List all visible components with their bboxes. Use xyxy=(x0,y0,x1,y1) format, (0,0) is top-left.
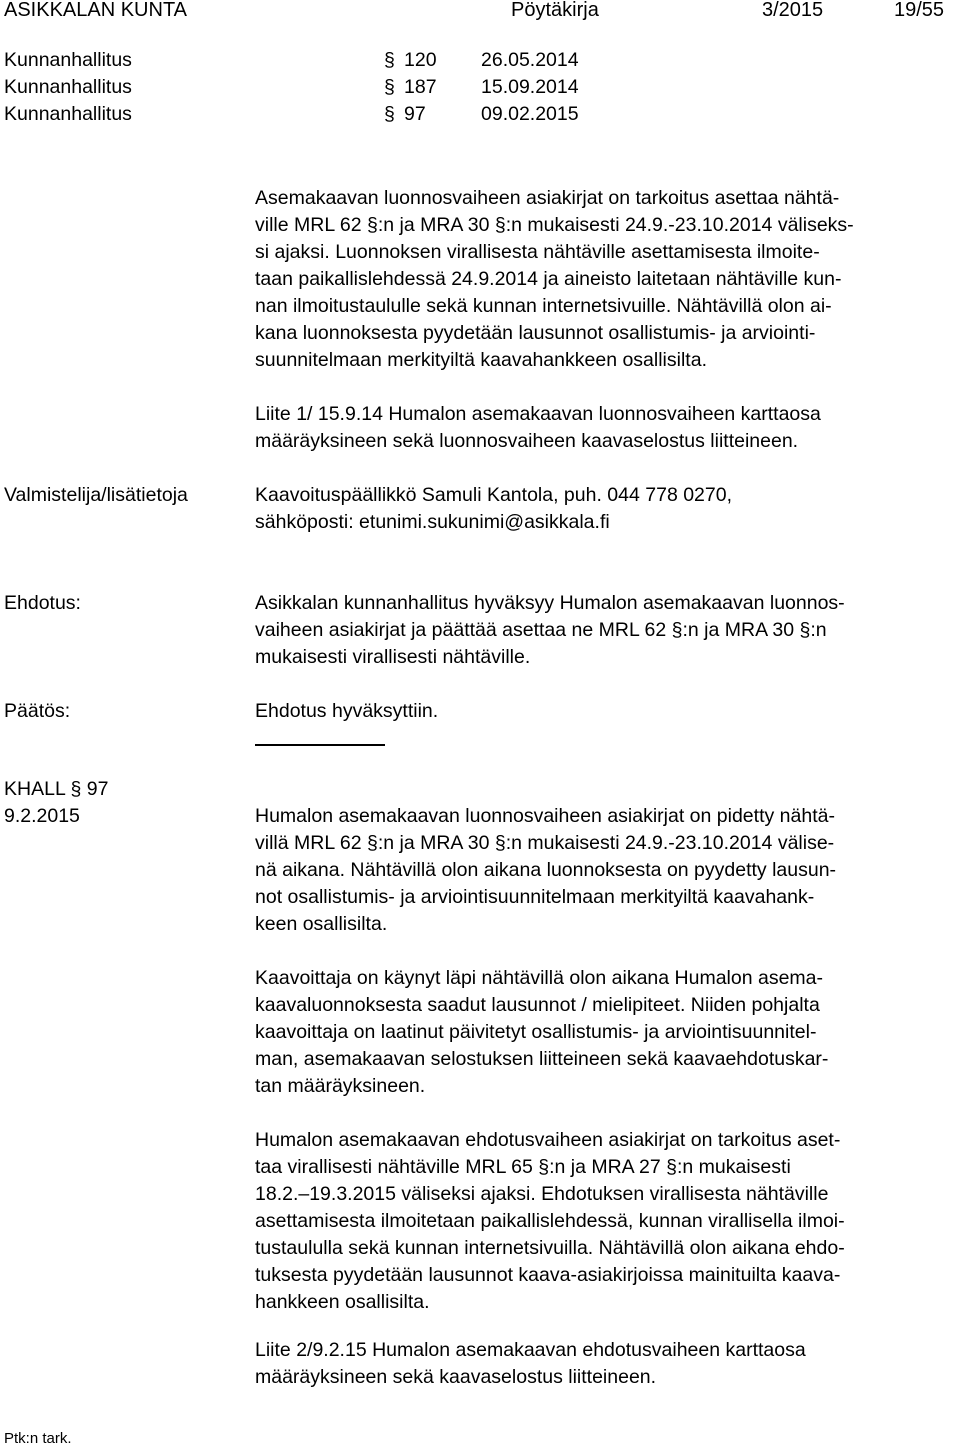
paragraph-line: Humalon asemakaavan luonnosvaiheen asiakirjat on pidetty nähtä- xyxy=(255,805,835,827)
paragraph-line: ville MRL 62 §:n ja MRA 30 §:n mukaisesti 24.9.-23.10.2014 väliseks- xyxy=(255,214,854,236)
history-body: Kunnanhallitus xyxy=(4,49,132,71)
history-date: 15.09.2014 xyxy=(481,76,579,98)
paragraph-line: suunnitelmaan merkityiltä kaavahankkeen osallisilta. xyxy=(255,349,707,371)
history-number: 120 xyxy=(404,49,437,71)
khall-date: 9.2.2015 xyxy=(4,805,80,827)
paragraph-line: villä MRL 62 §:n ja MRA 30 §:n mukaisesti 24.9.-23.10.2014 välise- xyxy=(255,832,835,854)
header-doc-no: 3/2015 xyxy=(762,0,824,21)
section-sign: § xyxy=(384,103,395,125)
khall-ref: KHALL § 97 xyxy=(4,778,109,800)
section-sign: § xyxy=(384,49,395,71)
paragraph-line: tuksesta pyydetään lausunnot kaava-asiakirjoissa mainituilta kaava- xyxy=(255,1264,841,1286)
preparer-label: Valmistelija/lisätietoja xyxy=(4,484,188,506)
header-org: ASIKKALAN KUNTA xyxy=(4,0,188,21)
history-body: Kunnanhallitus xyxy=(4,76,132,98)
header-doc-type: Pöytäkirja xyxy=(511,0,599,21)
header-page: 19/55 xyxy=(894,0,945,21)
section-sign: § xyxy=(384,76,395,98)
paragraph-line: nan ilmoitustaululle sekä kunnan internetsivuille. Nähtävillä olon ai- xyxy=(255,295,832,317)
paragraph-line: 18.2.–19.3.2015 väliseksi ajaksi. Ehdotuksen virallisesta nähtäville xyxy=(255,1183,829,1205)
paragraph-line: Humalon asemakaavan ehdotusvaiheen asiakirjat on tarkoitus aset- xyxy=(255,1129,841,1151)
preparer-line: sähköposti: etunimi.sukunimi@asikkala.fi xyxy=(255,511,610,533)
decision-label: Päätös: xyxy=(4,700,71,722)
separator-rule xyxy=(255,744,385,746)
paragraph-line: asettamisesta ilmoitetaan paikallislehdessä, kunnan virallisella ilmoi- xyxy=(255,1210,845,1232)
history-number: 187 xyxy=(404,76,437,98)
paragraph-line: kaavaluonnoksesta saadut lausunnot / mielipiteet. Niiden pohjalta xyxy=(255,994,820,1016)
paragraph-line: keen osallisilta. xyxy=(255,913,388,935)
paragraph-line: määräyksineen sekä luonnosvaiheen kaavaselostus liitteineen. xyxy=(255,430,799,452)
history-date: 09.02.2015 xyxy=(481,103,579,125)
paragraph-line: hankkeen osallisilta. xyxy=(255,1291,430,1313)
proposal-label: Ehdotus: xyxy=(4,592,81,614)
paragraph-line: tan määräyksineen. xyxy=(255,1075,426,1097)
history-body: Kunnanhallitus xyxy=(4,103,132,125)
paragraph-line: not osallistumis- ja arviointisuunnitelmaan merkityiltä kaavahank- xyxy=(255,886,815,908)
paragraph-line: Kaavoittaja on käynyt läpi nähtävillä olon aikana Humalon asema- xyxy=(255,967,824,989)
decision-text: Ehdotus hyväksyttiin. xyxy=(255,700,439,722)
paragraph-line: tustaululla sekä kunnan internetsivuilla. Nähtävillä olon aikana ehdo- xyxy=(255,1237,845,1259)
paragraph-line: taan paikallislehdessä 24.9.2014 ja aineisto laitetaan nähtäville kun- xyxy=(255,268,842,290)
paragraph-line: Liite 1/ 15.9.14 Humalon asemakaavan luonnosvaiheen karttaosa xyxy=(255,403,821,425)
paragraph-line: Liite 2/9.2.15 Humalon asemakaavan ehdotusvaiheen karttaosa xyxy=(255,1339,806,1361)
proposal-line: mukaisesti virallisesti nähtäville. xyxy=(255,646,531,668)
paragraph-line: määräyksineen sekä kaavaselostus liitteineen. xyxy=(255,1366,657,1388)
paragraph-line: taa virallisesti nähtäville MRL 65 §:n ja MRA 27 §:n mukaisesti xyxy=(255,1156,791,1178)
proposal-line: Asikkalan kunnanhallitus hyväksyy Humalon asemakaavan luonnos- xyxy=(255,592,845,614)
footer-initials-label: Ptk:n tark. xyxy=(4,1430,72,1447)
history-number: 97 xyxy=(404,103,426,125)
paragraph-line: kana luonnoksesta pyydetään lausunnot osallistumis- ja arviointi- xyxy=(255,322,816,344)
paragraph-line: nä aikana. Nähtävillä olon aikana luonnoksesta on pyydetty lausun- xyxy=(255,859,837,881)
preparer-line: Kaavoituspäällikkö Samuli Kantola, puh. 044 778 0270, xyxy=(255,484,732,506)
paragraph-line: si ajaksi. Luonnoksen virallisesta nähtäville asettamisesta ilmoite- xyxy=(255,241,820,263)
paragraph-line: kaavoittaja on laatinut päivitetyt osallistumis- ja arviointisuunnitel- xyxy=(255,1021,817,1043)
proposal-line: vaiheen asiakirjat ja päättää asettaa ne MRL 62 §:n ja MRA 30 §:n xyxy=(255,619,827,641)
paragraph-line: man, asemakaavan selostuksen liitteineen sekä kaavaehdotuskar- xyxy=(255,1048,829,1070)
history-date: 26.05.2014 xyxy=(481,49,579,71)
paragraph-line: Asemakaavan luonnosvaiheen asiakirjat on tarkoitus asettaa nähtä- xyxy=(255,187,840,209)
